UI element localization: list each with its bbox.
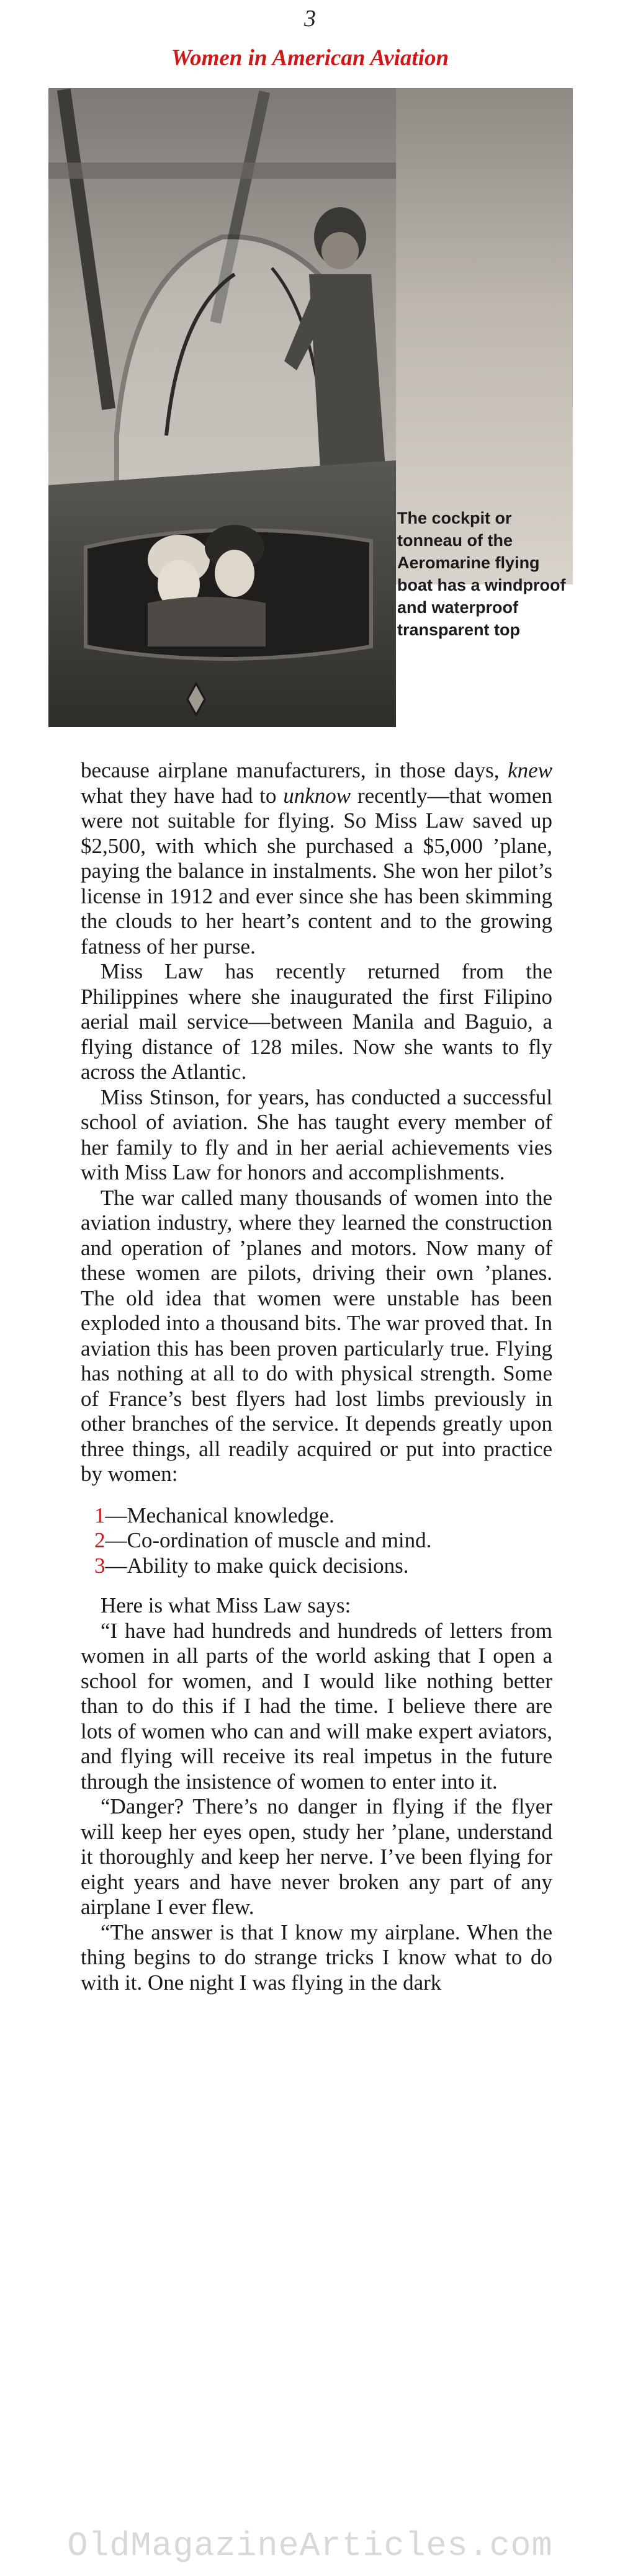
text-run: what they have had to [81, 783, 284, 808]
emphasis: knew [508, 758, 552, 782]
paragraph: The war called many thousands of women into the aviation industry, where they learned the construction and operation of ’planes and motors. Now many of these women are pilots, driving their own ’planes. The old idea that women were unstable has been exploded into a thousand bits. The war proved that. In aviation this has been proven particularly true. Flying has nothing at all to do with physical strength. Some of France’s best flyers had lost limbs previously in other branches of the service. It depends greatly upon three things, all readily acquired or put into practice by women: [81, 1185, 552, 1486]
running-title: Women in American Aviation [171, 45, 449, 71]
paragraph: “The answer is that I know my airplane. When the thing begins to do strange tricks I know what to do with it. One night I was flying in the dark [81, 1920, 552, 1995]
list-item [94, 1503, 552, 1529]
list-text: —Mechanical knowledge. [105, 1503, 335, 1527]
aeromarine-cockpit-photo [48, 88, 396, 727]
article-body [81, 758, 552, 1995]
watermark: OldMagazineArticles.com [67, 2526, 553, 2565]
list-text: —Co-ordination of muscle and mind. [105, 1528, 432, 1552]
text-run: recently—that women were not suitable for flying. So Miss Law saved up $2,500, with which she purchased a $5,000 ’plane, paying the balance in instalments. She won her pilot’s license in 1912 and ever since she has been skimming the clouds to her heart’s content and to the growing fatness of her purse. [81, 783, 552, 959]
list-item [94, 1528, 552, 1554]
paragraph: “I have had hundreds and hundreds of letters from women in all parts of the world asking that I open a school for women, and I would like nothing better than to do this if I had the time. I believe there are lots of women who can and will make expert aviators, and flying will receive its real impetus in the future through the insistence of women to enter into it. [81, 1618, 552, 1794]
list-number: 2 [94, 1528, 106, 1552]
paragraph: “Danger? There’s no danger in flying if the flyer will keep her eyes open, study her ’plane, understand it thoroughly and keep her nerve. I’ve been flying for eight years and have never broken any part of any airplane I ever flew. [81, 1794, 552, 1919]
paragraph [81, 758, 552, 959]
paragraph: Miss Law has recently returned from the Philippines where she inaugurated the first Filipino aerial mail service—between Manila and Baguio, a flying distance of 128 miles. Now she wants to fly across the Atlantic. [81, 959, 552, 1084]
text-run: because airplane manufacturers, in those days, [81, 758, 508, 782]
paragraph: Here is what Miss Law says: [101, 1593, 351, 1617]
list-item [94, 1554, 552, 1579]
photo-caption: The cockpit or tonneau of the Aeromarine flying boat has a windproof and waterproof transparent top [397, 509, 566, 639]
page-number: 3 [304, 6, 316, 32]
list-text: —Ability to make quick decisions. [105, 1553, 409, 1578]
list-number: 3 [94, 1553, 106, 1578]
requirements-list [81, 1503, 552, 1579]
list-number: 1 [94, 1503, 106, 1527]
paragraph: Miss Stinson, for years, has conducted a successful school of aviation. She has taught every member of her family to fly and in her aerial achievements vies with Miss Law for honors and accomplishments. [81, 1085, 552, 1184]
emphasis: unknow [283, 783, 351, 808]
